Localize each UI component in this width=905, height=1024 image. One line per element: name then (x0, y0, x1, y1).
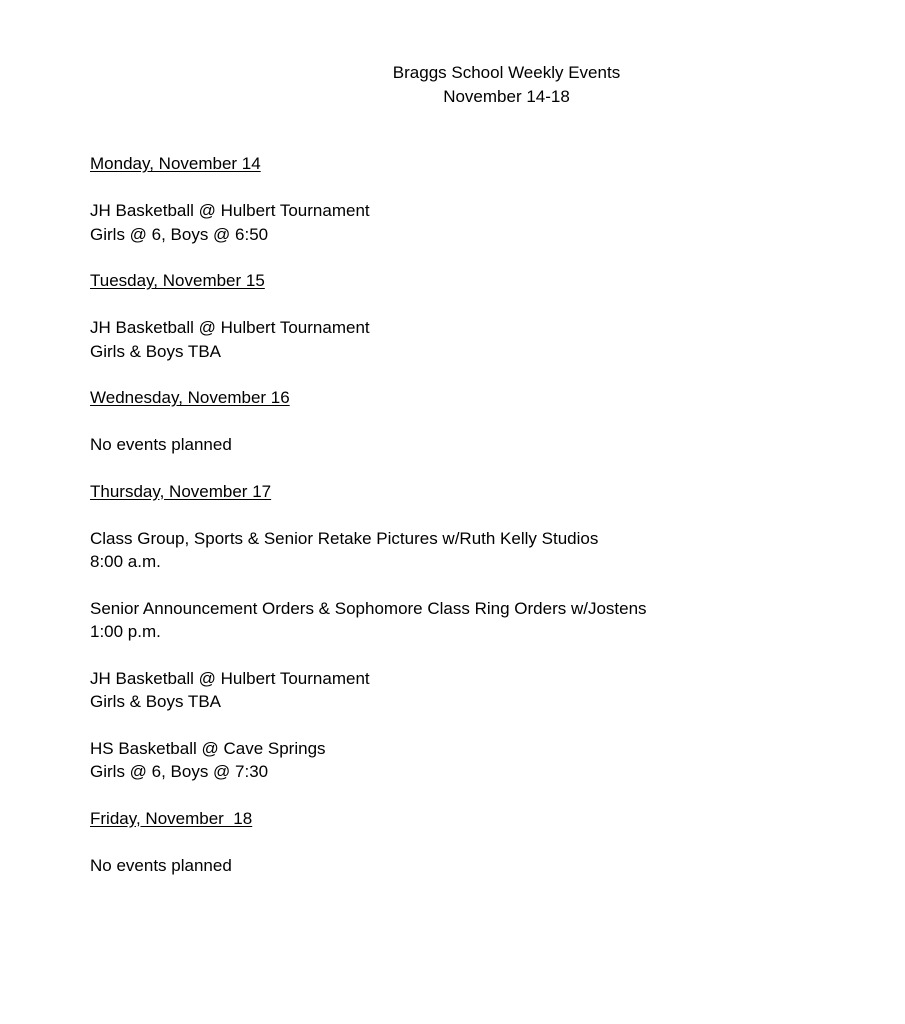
event-time: 1:00 p.m. (90, 622, 161, 641)
event-title: Class Group, Sports & Senior Retake Pictures w/Ruth Kelly Studios (90, 528, 599, 548)
day-section-friday (90, 807, 870, 878)
event-item (90, 597, 870, 644)
day-heading: Monday, November 14 (90, 154, 261, 173)
event-item (90, 527, 870, 574)
document-title: Braggs School Weekly Events (392, 63, 621, 82)
event-time: Girls @ 6, Boys @ 6:50 (90, 224, 269, 244)
event-item (90, 199, 870, 246)
day-heading: Friday, November 18 (90, 808, 253, 828)
event-time: Girls & Boys TBA (90, 341, 221, 361)
day-section-thursday (90, 480, 870, 784)
event-title: HS Basketball @ Cave Springs (90, 738, 326, 758)
event-title: JH Basketball @ Hulbert Tournament (90, 668, 370, 688)
event-item (90, 737, 870, 784)
event-item (90, 316, 870, 363)
event-time: Girls & Boys TBA (90, 692, 221, 711)
event-title: No events planned (90, 855, 232, 875)
event-title: Senior Announcement Orders & Sophomore Class Ring Orders w/Jostens (90, 598, 647, 618)
event-item (90, 854, 870, 878)
day-heading: Wednesday, November 16 (90, 388, 290, 407)
day-heading: Thursday, November 17 (90, 481, 272, 501)
day-heading: Tuesday, November 15 (90, 271, 265, 290)
event-title: JH Basketball @ Hulbert Tournament (90, 318, 370, 337)
event-item (90, 433, 870, 457)
event-item (90, 667, 870, 714)
document-date-range: November 14-18 (443, 86, 570, 106)
event-title: No events planned (90, 435, 232, 454)
title-block (0, 61, 905, 108)
event-title: JH Basketball @ Hulbert Tournament (90, 201, 370, 220)
day-section-monday (90, 152, 870, 246)
event-time: 8:00 a.m. (90, 552, 161, 571)
events-list (90, 152, 870, 900)
event-time: Girls @ 6, Boys @ 7:30 (90, 762, 269, 781)
day-section-tuesday (90, 269, 870, 363)
day-section-wednesday (90, 386, 870, 457)
